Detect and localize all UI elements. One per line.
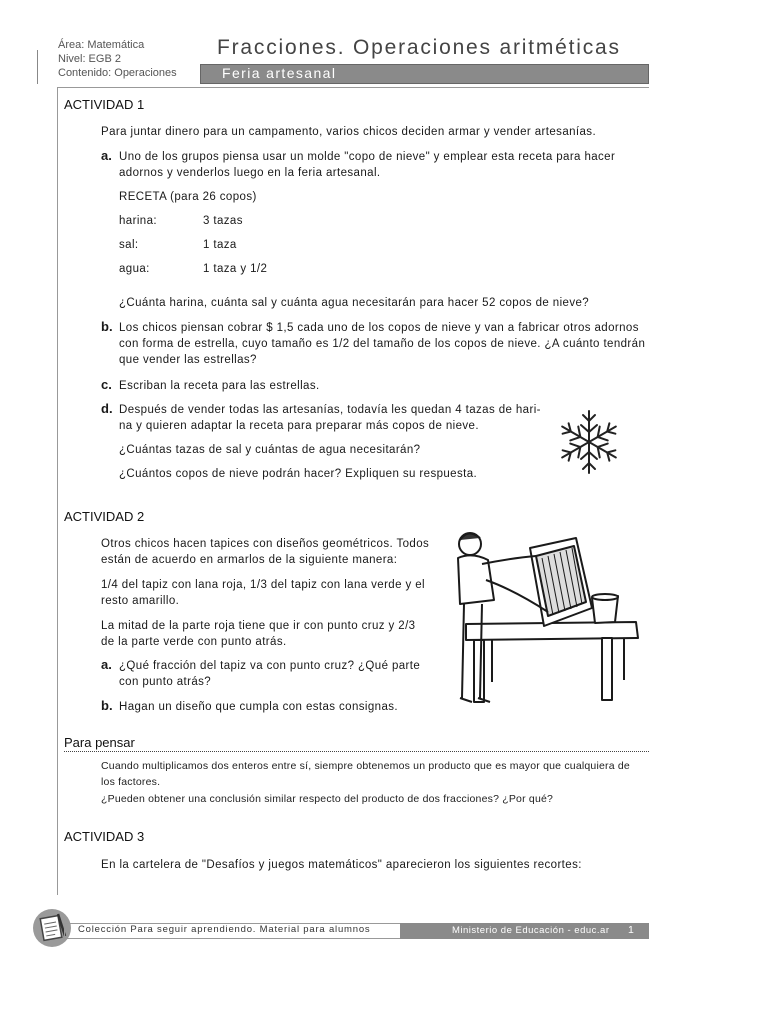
item-a-text-2: adornos y venderlos luego en la feria artesanal.: [119, 167, 381, 179]
item-d-text-1: Después de vender todas las artesanías, todavía les quedan 4 tazas de hari-: [119, 404, 541, 416]
act2-item-b-text: Hagan un diseño que cumpla con estas consignas.: [119, 701, 398, 713]
nivel-label: Nivel: EGB 2: [58, 53, 121, 65]
item-b-text-1: Los chicos piensan cobrar $ 1,5 cada uno de los copos de nieve y van a fabricar otros adornos: [119, 322, 639, 334]
ingredient-name: agua:: [119, 263, 150, 275]
item-d-question-2: ¿Cuántos copos de nieve podrán hacer? Expliquen su respuesta.: [119, 468, 478, 480]
act2-item-a-text-2: con punto atrás?: [119, 676, 212, 688]
item-d-text-2: na y quieren adaptar la receta para preparar más copos de nieve.: [119, 420, 479, 432]
act2-item-a-text-1: ¿Qué fracción del tapiz va con punto cruz? ¿Qué parte: [119, 660, 421, 672]
activity-2-heading: ACTIVIDAD 2: [64, 509, 145, 524]
snowflake-icon: [552, 408, 626, 476]
ingredient-qty: 3 tazas: [203, 215, 243, 227]
item-b-letter: b.: [101, 319, 113, 334]
page-subtitle: Feria artesanal: [222, 65, 337, 81]
activity-2-p1-1: Otros chicos hacen tapices con diseños geométricos. Todos: [101, 538, 430, 550]
item-a-text-1: Uno de los grupos piensa usar un molde "copo de nieve" y emplear esta receta para hacer: [119, 151, 616, 163]
item-b-text-3: que vender las estrellas?: [119, 354, 257, 366]
para-pensar-heading: Para pensar: [64, 735, 135, 750]
activity-3-heading: ACTIVIDAD 3: [64, 829, 145, 844]
contenido-label: Contenido: Operaciones: [58, 67, 177, 79]
page-title: Fracciones. Operaciones aritméticas: [217, 36, 621, 59]
activity-2-p2-1: 1/4 del tapiz con lana roja, 1/3 del tapiz con lana verde y el: [101, 579, 425, 591]
activity-3-text: En la cartelera de "Desafíos y juegos matemáticos" aparecieron los siguientes recortes:: [101, 859, 582, 871]
activity-2-p1-2: están de acuerdo en armarlos de la siguiente manera:: [101, 554, 398, 566]
ingredient-name: harina:: [119, 215, 157, 227]
item-a-letter: a.: [101, 148, 112, 163]
para-pensar-text-3: ¿Pueden obtener una conclusión similar respecto del producto de dos fracciones? ¿Por qué?: [101, 793, 554, 805]
activity-2-p2-2: resto amarillo.: [101, 595, 180, 607]
para-pensar-text-2: los factores.: [101, 776, 161, 788]
frame-top-rule: [57, 87, 649, 88]
item-d-question-1: ¿Cuántas tazas de sal y cuántas de agua necesitarán?: [119, 444, 421, 456]
ingredient-name: sal:: [119, 239, 139, 251]
recipe-title: RECETA (para 26 copos): [119, 191, 257, 203]
item-c-letter: c.: [101, 377, 112, 392]
item-c-text: Escriban la receta para las estrellas.: [119, 380, 320, 392]
item-a-question: ¿Cuánta harina, cuánta sal y cuánta agua necesitarán para hacer 52 copos de nieve?: [119, 297, 590, 309]
para-pensar-text-1: Cuando multiplicamos dos enteros entre sí, siempre obtenemos un producto que es mayor que cualquiera de: [101, 760, 630, 772]
act2-item-b-letter: b.: [101, 698, 113, 713]
activity-2-p3-2: de la parte verde con punto atrás.: [101, 636, 287, 648]
ingredient-qty: 1 taza y 1/2: [203, 263, 268, 275]
frame-left-rule: [57, 87, 58, 895]
header-rule: [37, 50, 58, 84]
footer-collection: Colección Para seguir aprendiendo. Material para alumnos: [78, 924, 371, 935]
ingredient-qty: 1 taza: [203, 239, 237, 251]
footer-ministry: Ministerio de Educación - educ.ar: [452, 925, 610, 936]
activity-1-intro: Para juntar dinero para un campamento, varios chicos deciden armar y vender artesanías.: [101, 126, 597, 138]
header-meta: [58, 38, 177, 80]
weaver-illustration: [452, 530, 647, 718]
item-d-letter: d.: [101, 401, 113, 416]
activity-2-p3-1: La mitad de la parte roja tiene que ir con punto cruz y 2/3: [101, 620, 416, 632]
para-pensar-rule: [64, 751, 649, 752]
page-number: 1: [628, 924, 634, 936]
act2-item-a-letter: a.: [101, 657, 112, 672]
activity-1-heading: ACTIVIDAD 1: [64, 97, 145, 112]
item-b-text-2: con forma de estrella, cuyo tamaño es 1/2 del tamaño de los copos de nieve. ¿A cuánto tendrán: [119, 338, 646, 350]
area-label: Área: Matemática: [58, 39, 145, 51]
